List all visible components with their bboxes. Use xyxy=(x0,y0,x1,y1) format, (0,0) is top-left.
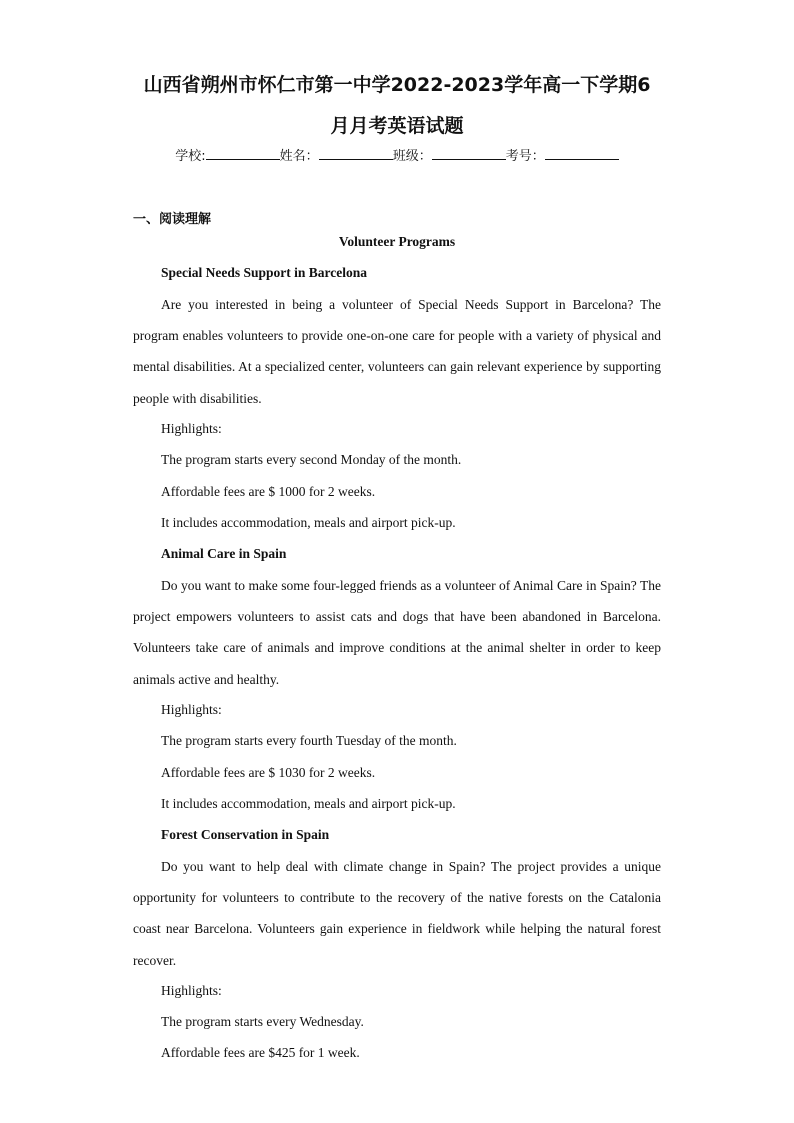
class-blank xyxy=(432,147,506,160)
program-start: The program starts every Wednesday. xyxy=(161,1014,364,1029)
program-start: The program starts every fourth Tuesday of the month. xyxy=(161,733,457,748)
program-start: The program starts every second Monday of the month. xyxy=(161,452,462,467)
program-title: Special Needs Support in Barcelona xyxy=(161,265,368,280)
program-includes: It includes accommodation, meals and airport pick-up. xyxy=(161,515,456,530)
program-description: Do you want to make some four-legged friends as a volunteer of Animal Care in Spain? The project empowers volunteers to assist cats and dogs that have been abandoned in Barcelona. Volunteers take care of animals and improve conditions at the animal shelter in order to keep animals active and healthy. xyxy=(133,578,661,687)
student-info-row xyxy=(0,145,794,164)
page-title-line-1: 山西省朔州市怀仁市第一中学2022-2023学年高一下学期6 xyxy=(143,74,651,96)
program-fees: Affordable fees are $ 1000 for 2 weeks. xyxy=(161,484,376,499)
program-description: Do you want to help deal with climate change in Spain? The project provides a unique opportunity for volunteers to contribute to the recovery of the native forests on the Catalonia coast near Barcelona. Volunteers gain experience in fieldwork while helping the natural forest recover. xyxy=(133,859,661,968)
class-label: 班级： xyxy=(392,149,432,164)
section-label: 一、阅读理解 xyxy=(133,212,212,227)
exam-no-blank xyxy=(545,147,619,160)
name-label: 姓名： xyxy=(279,149,319,164)
school-label: 学校: xyxy=(175,149,206,164)
program-includes: It includes accommodation, meals and airport pick-up. xyxy=(161,796,456,811)
program-description: Are you interested in being a volunteer of Special Needs Support in Barcelona? The program enables volunteers to provide one-on-one care for people with a variety of physical and mental disabilities. At a specialized center, volunteers can gain relevant experience by supporting people with disabilities. xyxy=(133,297,661,406)
exam-no-label: 考号： xyxy=(505,149,545,164)
passage-heading: Volunteer Programs xyxy=(338,234,456,249)
name-blank xyxy=(319,147,393,160)
program-title: Animal Care in Spain xyxy=(161,546,287,561)
program-fees: Affordable fees are $425 for 1 week. xyxy=(161,1045,360,1060)
highlights-label: Highlights: xyxy=(161,983,222,998)
page-title-line-2: 月月考英语试题 xyxy=(330,115,464,137)
program-fees: Affordable fees are $ 1030 for 2 weeks. xyxy=(161,765,376,780)
highlights-label: Highlights: xyxy=(161,421,222,436)
school-blank xyxy=(206,147,280,160)
program-title: Forest Conservation in Spain xyxy=(161,827,330,842)
highlights-label: Highlights: xyxy=(161,702,222,717)
